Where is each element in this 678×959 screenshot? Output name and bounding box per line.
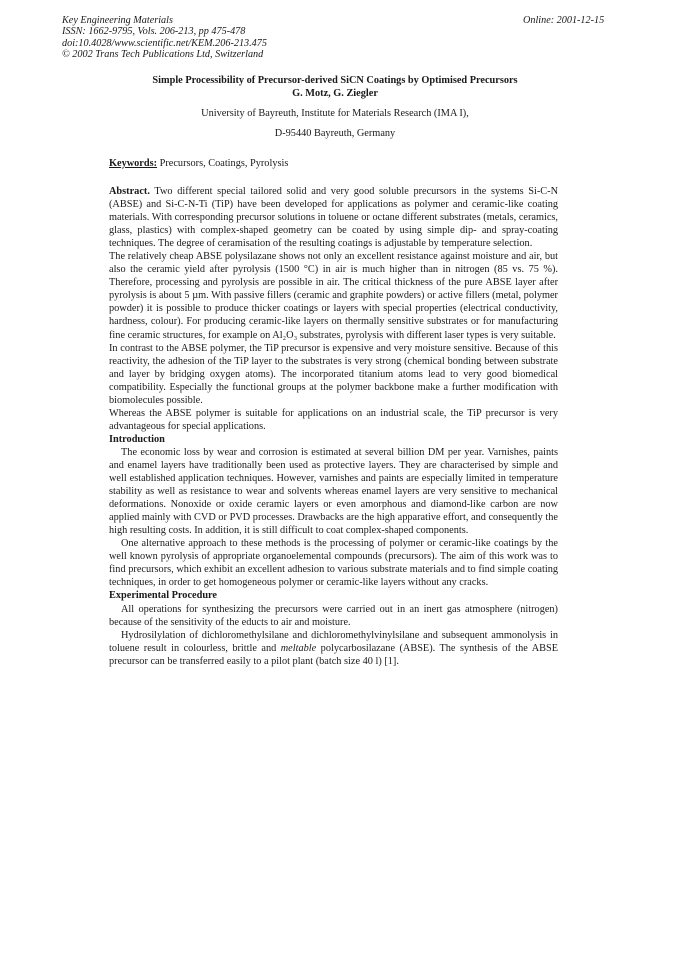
paper-title: Simple Processibility of Precursor-derived SiCN Coatings by Optimised Precursors — [152, 75, 518, 86]
intro-paragraph-1: The economic loss by wear and corrosion is estimated at several billion DM per year. Varnishes, paints and enamel layers have traditionally been used as protective layers. They are characterised by simple and well established application techniques. However, varnishes and paints are especially limited in temperature stability as well as resistance to wear and solvents whereas enamel layers are very sensitive to mechanical deformations. Nonoxide or oxide ceramic layers or even amorphous and diamond-like carbon are now applied mainly with CVD or PVD processes. Drawbacks are the high apparative effort, and consequently the high resulting costs. In addition, it is still difficult to coat complex-shaped components. — [109, 446, 558, 537]
keywords — [109, 158, 288, 169]
abstract-paragraph-2: The relatively cheap ABSE polysilazane shows not only an excellent resistance against moisture and air, but also the ceramic yield after pyrolysis (1500 °C) in air is much higher than in nitrogen (85 vs. 75 %). Therefore, processing and pyrolysis are possible in air. The critical thickness of the pure ABSE layer after pyrolysis is about 5 µm. With passive fillers (ceramic and graphite powders) or active fillers (metal, polymer powder) it is possible to produce thicker coatings or layers with special properties (electrical conductivity, hardness, colour). For producing ceramic-like layers on thermally sensitive substrates or for manufacturing fine ceramic structures, for example on Al₂O₃ substrates, pyrolysis with different laser types is very suitable. — [109, 251, 558, 341]
journal-name: Key Engineering Materials — [62, 15, 173, 26]
abstract-paragraph-3: In contrast to the ABSE polymer, the TiP precursor is expensive and very moisture sensitive. Because of this reactivity, the adhesion of the TiP layer to the substrates is very strong (chemical bonding between substrate and layer by bridging oxygen atoms). The incorporated titanium atoms lead to very good biomedical compatibility. Especially the functional groups at the polymer backbone make a further modification with biomolecules possible. — [109, 342, 558, 406]
experimental-heading: Experimental Procedure — [109, 590, 218, 602]
intro-paragraph-2: One alternative approach to these methods is the processing of polymer or ceramic-like coatings by the well known pyrolysis of appropriate organoelemental compounds (precursors). The aim of this work was to find precursors, which exhibit an excellent adhesion to various substrate materials and to find simple coating techniques, in order to get homogeneous polymer or ceramic-like layers without any cracks. — [109, 538, 558, 589]
abstract-paragraph-4: Whereas the ABSE polymer is suitable for applications on an industrial scale, the TiP precursor is very advantageous for special applications. — [109, 407, 558, 432]
meltable-emphasis: meltable — [280, 642, 317, 654]
affiliation-line-2: D-95440 Bayreuth, Germany — [274, 128, 396, 139]
journal-header — [62, 15, 267, 61]
copyright-line: © 2002 Trans Tech Publications Ltd, Switzerland — [62, 49, 264, 61]
paper-authors: G. Motz, G. Ziegler — [292, 88, 378, 99]
paper-body — [109, 185, 558, 668]
introduction-heading: Introduction — [109, 433, 165, 445]
keywords-label: Keywords: — [109, 158, 158, 169]
experimental-paragraph-2: Hydrosilylation of dichloromethylsilane and dichloromethylvinylsilane and subsequent ammonolysis in toluene result in colourless, brittle and meltable polycarbosilazane (ABSE). The synthesis of the ABSE precursor can be transferred easily to a pilot plant (batch size 40 l) [1]. — [109, 629, 559, 667]
abstract-label: Abstract. — [109, 186, 150, 197]
keywords-text: Precursors, Coatings, Pyrolysis — [159, 158, 289, 169]
abstract-paragraph-1: Abstract. Two different special tailored solid and very good soluble precursors in the systems Si-C-N (ABSE) and Si-C-N-Ti (TiP) have been developed for applications as polymer and ceramic-like coating materials. With corresponding precursor solutions in toluene or octane different substrates (metals, ceramics, glass, plastics) with complex-shaped geometry can be coated by using simple dip- and spray-coating techniques. The degree of ceramisation of the resulting coatings is adjustable by temperature selection. — [109, 186, 559, 250]
doi-line: doi:10.4028/www.scientific.net/KEM.206-213.475 — [62, 37, 267, 49]
online-date: Online: 2001-12-15 — [523, 15, 605, 26]
issn-line: ISSN: 1662-9795, Vols. 206-213, pp 475-478 — [62, 26, 246, 38]
paper-title-block — [70, 74, 600, 100]
experimental-paragraph-1: All operations for synthesizing the precursors were carried out in an inert gas atmosphere (nitrogen) because of the sensitivity of the educts to air and moisture. — [109, 603, 558, 628]
affiliation-line-1: University of Bayreuth, Institute for Materials Research (IMA I), — [201, 108, 469, 119]
